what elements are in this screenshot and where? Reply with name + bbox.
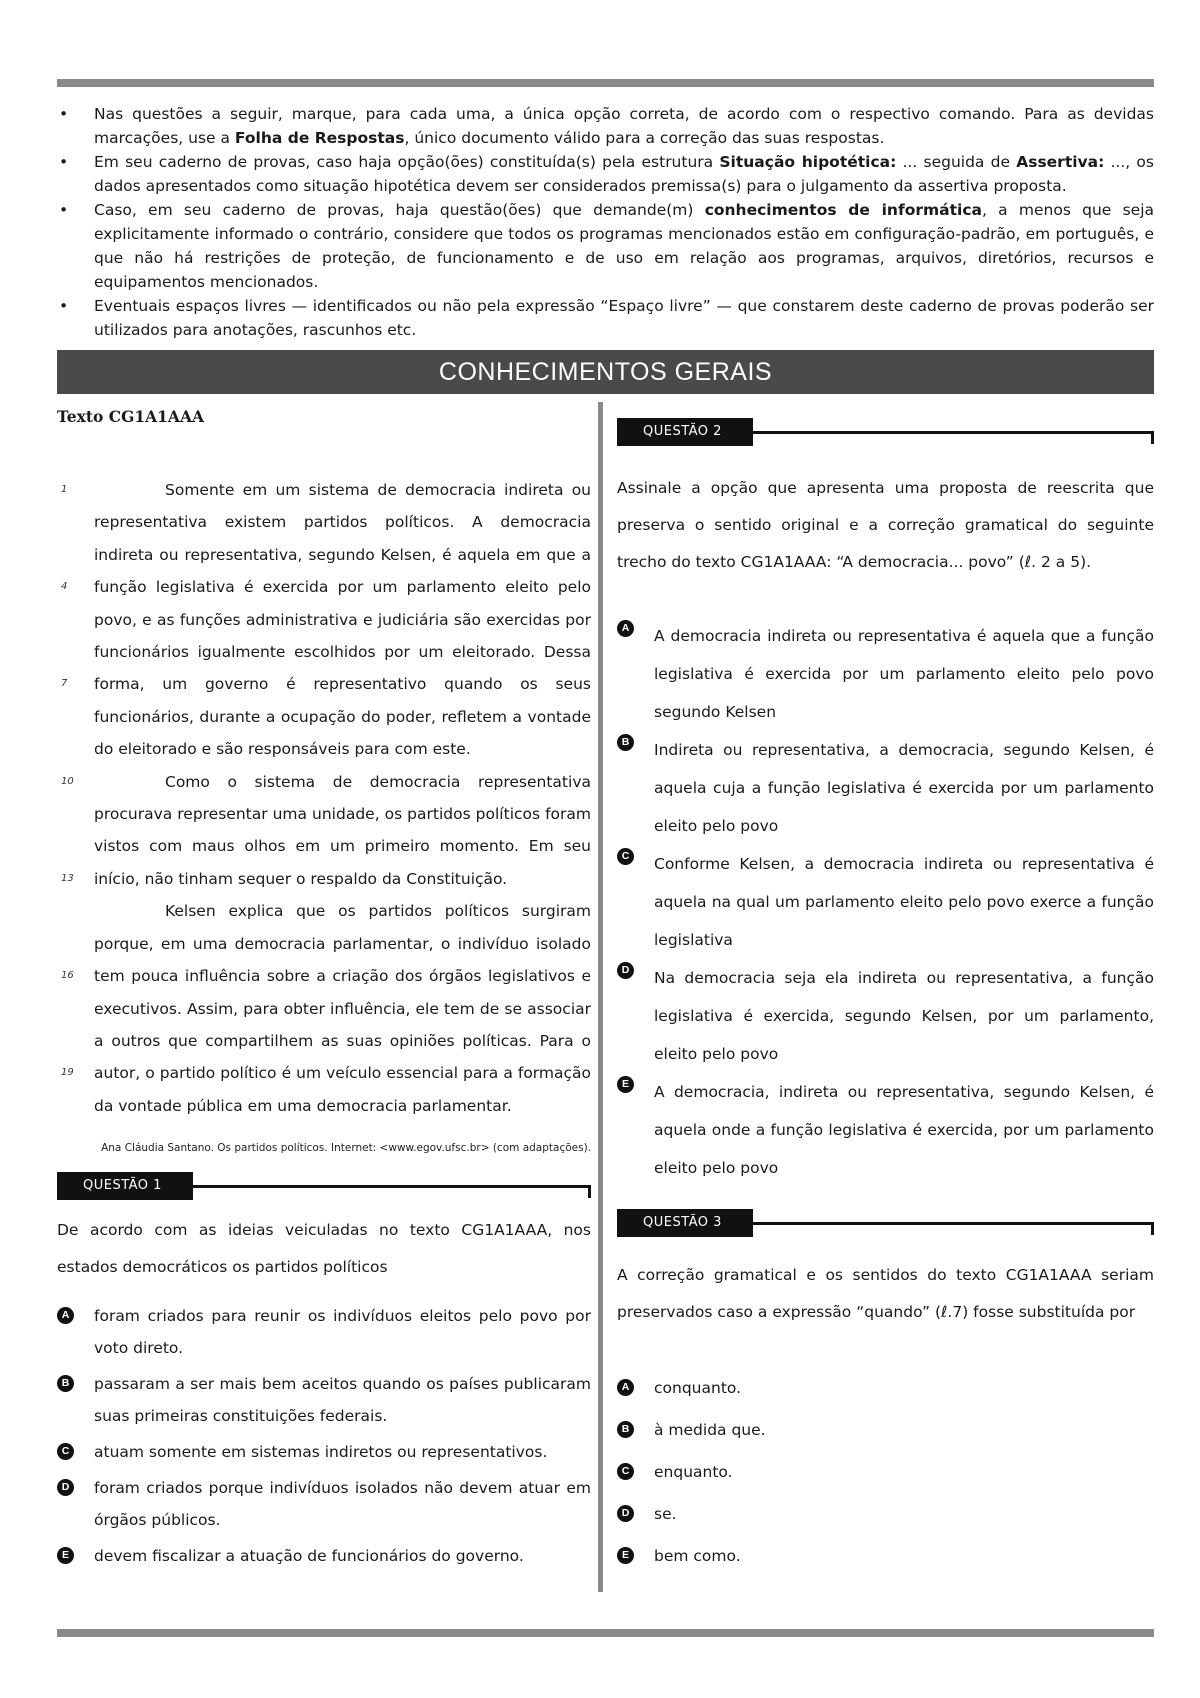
header-rule	[753, 1222, 1154, 1225]
passage-line	[57, 1090, 591, 1122]
line-text: tem pouca influência sobre a criação dos órgãos legislativos e	[94, 967, 591, 986]
line-text: autor, o partido político é um veículo essencial para a formação	[94, 1064, 591, 1083]
instruction-item: • Eventuais espaços livres — identificados ou não pela expressão “Espaço livre” — que constarem deste caderno de provas poderão ser utilizados para anotações, rascunhos etc.	[59, 297, 1154, 339]
option-a[interactable]	[617, 617, 1154, 731]
section-banner: CONHECIMENTOS GERAIS	[57, 350, 1154, 394]
option-letter-badge: A	[617, 620, 634, 637]
line-text: Kelsen explica que os partidos políticos surgiram	[165, 902, 591, 921]
header-tick	[588, 1185, 591, 1198]
passage-line	[57, 636, 591, 668]
line-number: 1	[61, 484, 68, 495]
passage-line	[57, 895, 591, 927]
line-number: 10	[61, 775, 74, 787]
column-divider	[598, 402, 603, 1592]
passage-line	[57, 539, 591, 571]
instruction-item: • Em seu caderno de provas, caso haja opção(ões) constituída(s) pela estrutura Situação hipotética: ... seguida de Assertiva: ..., os dados apresentados como situação hipotética devem ser considerados premissa(s) para o julgamento da assertiva proposta.	[59, 153, 1154, 195]
option-letter-badge: B	[617, 734, 634, 751]
option-letter-badge: B	[57, 1375, 74, 1392]
option-text: passaram a ser mais bem aceitos quando os países publicaram suas primeiras constituições federais.	[94, 1375, 591, 1426]
passage-line	[57, 733, 591, 765]
question-3-options	[617, 1373, 1154, 1571]
passage-line	[57, 604, 591, 636]
question-2-options	[617, 617, 1154, 1187]
line-text: a outros que compartilhem as suas opiniões políticas. Para o	[94, 1031, 591, 1050]
option-e[interactable]	[617, 1073, 1154, 1187]
option-text: à medida que.	[654, 1421, 766, 1439]
passage-line	[57, 506, 591, 538]
question-2-label: QUESTÃO 2	[617, 418, 753, 446]
line-number: 19	[61, 1067, 74, 1079]
option-letter-badge: C	[57, 1443, 74, 1460]
line-text: da vontade pública em uma democracia parlamentar.	[94, 1096, 512, 1115]
option-d[interactable]	[617, 959, 1154, 1073]
line-text: funcionários, durante a ocupação do poder, refletem a vontade	[94, 707, 591, 726]
option-b[interactable]	[617, 1415, 1154, 1445]
bottom-rule	[57, 1629, 1154, 1637]
passage	[57, 474, 591, 1122]
option-a[interactable]	[617, 1373, 1154, 1403]
option-letter-badge: B	[617, 1421, 634, 1438]
passage-line	[57, 1057, 591, 1089]
passage-line	[57, 474, 591, 506]
line-text: vistos com maus olhos em um primeiro momento. Em seu	[94, 837, 591, 856]
line-text: porque, em uma democracia parlamentar, o indivíduo isolado	[94, 934, 591, 953]
top-rule	[57, 79, 1154, 87]
question-3-label: QUESTÃO 3	[617, 1209, 753, 1237]
header-rule	[753, 431, 1154, 434]
passage-line	[57, 701, 591, 733]
source-citation: Ana Cláudia Santano. Os partidos políticos. Internet: <www.egov.ufsc.br> (com adaptações).	[101, 1142, 591, 1155]
line-text: do eleitorado e são responsáveis para com este.	[94, 740, 471, 759]
header-rule	[193, 1185, 591, 1188]
line-number: 16	[61, 970, 74, 982]
option-letter-badge: E	[617, 1547, 634, 1564]
option-c[interactable]	[617, 1457, 1154, 1487]
line-number: 4	[61, 581, 68, 593]
right-column	[617, 405, 1154, 1583]
question-2-stem: Assinale a opção que apresenta uma proposta de reescrita que preserva o sentido original e a correção gramatical do seguinte trecho do texto CG1A1AAA: “A democracia... povo” (ℓ. 2 a 5).	[617, 479, 1154, 571]
instructions-list	[57, 102, 1154, 342]
line-text: funcionários igualmente escolhidos por um eleitorado. Dessa	[94, 643, 591, 662]
option-text: conquanto.	[654, 1379, 742, 1397]
passage-line	[57, 1025, 591, 1057]
line-text: Somente em um sistema de democracia indireta ou	[165, 481, 591, 499]
option-text: A democracia, indireta ou representativa, segundo Kelsen, é aquela onde a função legislativa é exercida, por um parlamento eleito pelo povo	[654, 1083, 1154, 1177]
option-e[interactable]	[617, 1541, 1154, 1571]
passage-line	[57, 993, 591, 1025]
option-b[interactable]	[57, 1368, 591, 1432]
option-text: devem fiscalizar a atuação de funcionários do governo.	[94, 1547, 524, 1566]
header-tick	[1151, 1222, 1154, 1235]
passage-line	[57, 928, 591, 960]
option-letter-badge: A	[57, 1307, 74, 1324]
passage-line	[57, 830, 591, 862]
option-text: foram criados para reunir os indivíduos eleitos pelo povo por voto direto.	[94, 1307, 591, 1358]
passage-line	[57, 668, 591, 700]
line-text: forma, um governo é representativo quando os seus	[94, 675, 591, 694]
option-text: A democracia indireta ou representativa é aquela que a função legislativa é exercida por um parlamento eleito pelo povo segundo Kelsen	[654, 627, 1154, 721]
question-1-stem: De acordo com as ideias veiculadas no texto CG1A1AAA, nos estados democráticos os partidos políticos	[57, 1221, 591, 1277]
line-number: 7	[61, 678, 68, 690]
option-text: se.	[654, 1505, 677, 1523]
option-d[interactable]	[57, 1472, 591, 1536]
line-text: função legislativa é exercida por um parlamento eleito pelo	[94, 578, 591, 597]
question-2-header	[617, 418, 1154, 448]
option-b[interactable]	[617, 731, 1154, 845]
option-text: Indireta ou representativa, a democracia, segundo Kelsen, é aquela cuja a função legislativa é exercida por um parlamento eleito pelo povo	[654, 741, 1154, 835]
option-letter-badge: A	[617, 1379, 634, 1396]
header-tick	[1151, 431, 1154, 444]
option-text: foram criados porque indivíduos isolados não devem atuar em órgãos públicos.	[94, 1479, 591, 1530]
option-c[interactable]	[617, 845, 1154, 959]
line-text: indireta ou representativa, segundo Kelsen, é aquela em que a	[94, 545, 591, 564]
option-letter-badge: C	[617, 1463, 634, 1480]
option-letter-badge: E	[617, 1076, 634, 1093]
option-letter-badge: E	[57, 1547, 74, 1564]
option-e[interactable]	[57, 1540, 591, 1572]
option-text: Na democracia seja ela indireta ou representativa, a função legislativa é exercida, segundo Kelsen, por um parlamento, eleito pelo povo	[654, 969, 1154, 1063]
question-1-label: QUESTÃO 1	[57, 1172, 193, 1200]
option-letter-badge: D	[617, 1505, 634, 1522]
line-text: executivos. Assim, para obter influência, ele tem de se associar	[94, 999, 591, 1018]
question-3-stem: A correção gramatical e os sentidos do texto CG1A1AAA seriam preservados caso a expressão “quando” (ℓ.7) fosse substituída por	[617, 1266, 1154, 1321]
line-text: representativa existem partidos políticos. A democracia	[94, 513, 591, 532]
option-letter-badge: D	[57, 1479, 74, 1496]
option-a[interactable]	[57, 1300, 591, 1364]
instruction-item: • Nas questões a seguir, marque, para cada uma, a única opção correta, de acordo com o respectivo comando. Para as devidas marcações, use a Folha de Respostas, único documento válido para a correção das suas respostas.	[59, 105, 1154, 147]
question-1-options	[57, 1300, 591, 1572]
question-3-header	[617, 1209, 1154, 1239]
line-text: início, não tinham sequer o respaldo da Constituição.	[94, 869, 508, 888]
text-title: Texto CG1A1AAA	[57, 407, 205, 426]
passage-line	[57, 766, 591, 798]
passage-line	[57, 798, 591, 830]
option-text: bem como.	[654, 1547, 741, 1565]
option-text: Conforme Kelsen, a democracia indireta ou representativa é aquela na qual um parlamento eleito pelo povo exerce a função legislativa	[654, 855, 1154, 949]
passage-line	[57, 960, 591, 992]
option-text: enquanto.	[654, 1463, 733, 1481]
line-text: procurava representar uma unidade, os partidos políticos foram	[94, 805, 591, 824]
option-d[interactable]	[617, 1499, 1154, 1529]
option-letter-badge: C	[617, 848, 634, 865]
line-text: povo, e as funções administrativa e judiciária são exercidas por	[94, 610, 591, 629]
option-letter-badge: D	[617, 962, 634, 979]
line-number: 13	[61, 872, 74, 884]
line-text: Como o sistema de democracia representativa	[165, 772, 591, 791]
passage-line	[57, 863, 591, 895]
option-text: atuam somente em sistemas indiretos ou representativos.	[94, 1443, 548, 1462]
question-1-header	[57, 1172, 591, 1202]
option-c[interactable]	[57, 1436, 591, 1468]
instruction-item: • Caso, em seu caderno de provas, haja questão(ões) que demande(m) conhecimentos de informática, a menos que seja explicitamente informado o contrário, considere que todos os programas mencionados estão em configuração-padrão, em português, e que não há restrições de proteção, de funcionamento e de uso em relação aos programas, arquivos, diretórios, recursos e equipamentos mencionados.	[59, 201, 1154, 291]
left-column	[57, 405, 591, 1576]
passage-line	[57, 571, 591, 603]
